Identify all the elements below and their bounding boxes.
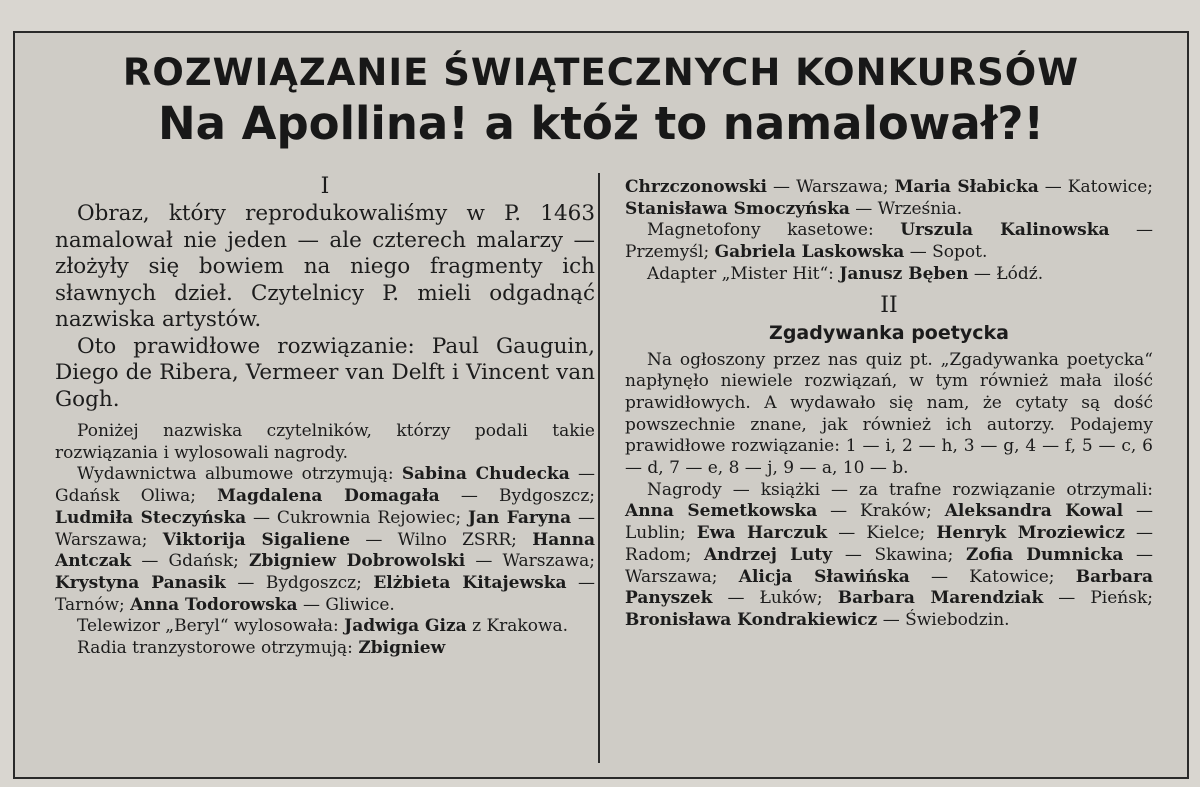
book-winner-place: — Świebodzin. <box>877 609 1010 630</box>
album-winner-place: — Gliwice. <box>297 594 395 615</box>
album-winner-place: — Bydgoszcz; <box>439 486 596 507</box>
album-winner-name: Sabina Chudecka <box>401 464 570 485</box>
album-winner-place: — Tarnów; <box>55 572 595 615</box>
book-winner-place: — Pieńsk; <box>1043 588 1153 609</box>
book-winner-name: Andrzej Luty <box>703 544 833 565</box>
book-winner-name: Barbara Marendziak <box>837 588 1044 609</box>
album-winner-name: Jan Faryna <box>467 507 572 528</box>
radio-winner-name: Zbigniew <box>358 638 446 659</box>
right-column <box>625 177 1153 632</box>
section-title-2: Zgadywanka poetycka <box>769 321 1009 344</box>
album-winner-name: Zbigniew Dobrowolski <box>249 551 466 572</box>
album-winner-place: — Wilno ZSRR; <box>350 529 533 550</box>
book-winner-place: — Warszawa; <box>625 544 1153 587</box>
book-winner-place: — Radom; <box>625 523 1154 565</box>
album-winner-name: Viktorija Sigaliene <box>162 529 351 550</box>
solution-paragraph: Oto prawidłowe rozwiązanie: Paul Gauguin, Diego de Ribera, Vermeer van Delft i Vincent van Gogh. <box>55 333 595 412</box>
album-winner-name: Anna Todorowska <box>130 594 298 615</box>
book-winner-name: Bronisława Kondrakiewicz <box>625 609 878 630</box>
album-winners: Wydawnictwa albumowe otrzymują: Sabina Chudecka — Gdańsk Oliwa; Magdalena Domagała — Bydgoszcz; Ludmiła Steczyńska — Cukrownia Rejowiec; Jan Faryna — Warszawa; Viktorija Sigaliene — Wilno ZSRR; Hanna Antczak — Gdańsk; Zbigniew Dobrowolski — Warszawa; Krystyna Panasik — Bydgoszcz; Elżbieta Kitajewska — Tarnów; Anna Todorowska — Gliwice. <box>55 464 596 615</box>
album-winner-name: Krystyna Panasik <box>55 572 226 593</box>
subhead: Na Apollina! a któż to namalował?! <box>157 97 1045 150</box>
album-winner-name: Magdalena Domagała <box>217 486 440 507</box>
album-winner-place: — Warszawa; <box>465 551 595 572</box>
tv-winner: Telewizor „Beryl“ wylosowała: Jadwiga Giza z Krakowa. <box>77 616 569 637</box>
book-winners: Nagrody — książki — za trafne rozwiązanie otrzymali: Anna Semetkowska — Kraków; Aleksandra Kowal — Lublin; Ewa Harczuk — Kielce; Henryk Mroziewicz — Radom; Andrzej Luty — Skawina; Zofia Dumnicka — Warszawa; Alicja Sławińska — Katowice; Barbara Panyszek — Łuków; Barbara Marendziak — Pieńsk; Bronisława Kondrakiewicz — Świebodzin. <box>625 479 1154 630</box>
album-winner-name: Elżbieta Kitajewska <box>373 572 567 593</box>
album-winner-name: Hanna Antczak <box>55 529 595 572</box>
album-winner-place: — Gdańsk Oliwa; <box>55 464 595 507</box>
book-winner-place: — Lublin; <box>625 501 1153 544</box>
tape-recorder-winners: Magnetofony kasetowe: Urszula Kalinowska — Przemyśl; Gabriela Laskowska — Sopot. <box>625 220 1153 263</box>
book-winner-place: — Kraków; <box>817 501 945 522</box>
adapter-winner: Adapter „Mister Hit“: Janusz Bęben — Łódź. <box>647 263 1044 284</box>
album-winner-place: — Cukrownia Rejowiec; <box>246 507 468 528</box>
newspaper-clipping <box>13 31 1189 779</box>
left-column <box>55 173 595 660</box>
book-winner-name: Barbara Panyszek <box>625 566 1153 609</box>
book-winners-list <box>625 501 1153 630</box>
quiz-paragraph: Na ogłoszony przez nas quiz pt. „Zgadywanka poetycka“ napłynęło niewiele rozwiązań, w tym również mała ilość prawidłowych. A wydawało się nam, że cytaty są dość powszechnie znane, jak również ich autorzy. Podajemy prawidłowe rozwiązanie: 1 — i, 2 — h, 3 — g, 4 — f, 5 — c, 6 — d, 7 — e, 8 — j, 9 — a, 10 — b. <box>625 349 1153 479</box>
intro-paragraph: Obraz, który reprodukowaliśmy w P. 1463 namalował nie jeden — ale czterech malarzy — złożyły się bowiem na niego fragmenty ich sławnych dzieł. Czytelnicy P. mieli odgadnąć nazwiska artystów. <box>55 201 595 332</box>
winners-intro: Poniżej nazwiska czytelników, którzy podali takie rozwiązania i wylosowali nagrody. <box>55 421 595 463</box>
book-winner-name: Anna Semetkowska <box>625 501 818 522</box>
column-divider <box>598 173 600 763</box>
album-winner-place: — Gdańsk; <box>131 551 250 572</box>
book-winner-name: Henryk Mroziewicz <box>936 523 1125 544</box>
album-winner-place: — Bydgoszcz; <box>225 572 374 593</box>
radio-winners: Radia tranzystorowe otrzymują: Zbigniew <box>77 638 446 659</box>
book-winner-place: — Kielce; <box>827 523 937 544</box>
section-number-2: II <box>880 292 898 318</box>
book-winner-place: — Katowice; <box>909 566 1076 587</box>
book-winner-place: — Skawina; <box>832 544 966 565</box>
album-winners-list <box>55 464 595 614</box>
album-winner-place: — Warszawa; <box>55 507 595 550</box>
book-winner-name: Aleksandra Kowal <box>944 501 1124 522</box>
tv-winner-name: Jadwiga Giza <box>344 616 467 637</box>
headline: ROZWIĄZANIE ŚWIĄTECZNYCH KONKURSÓW <box>122 51 1080 94</box>
section-number-1: I <box>320 174 330 199</box>
book-winner-name: Ewa Harczuk <box>696 523 828 544</box>
book-winner-name: Zofia Dumnicka <box>966 544 1124 565</box>
radio-winners-continued: Chrzczonowski — Warszawa; Maria Słabicka — Katowice; Stanisława Smoczyńska — Września. <box>625 177 1153 219</box>
book-winner-place: — Łuków; <box>712 588 838 609</box>
album-winner-name: Ludmiła Steczyńska <box>55 507 247 528</box>
book-winner-name: Alicja Sławińska <box>738 566 910 587</box>
